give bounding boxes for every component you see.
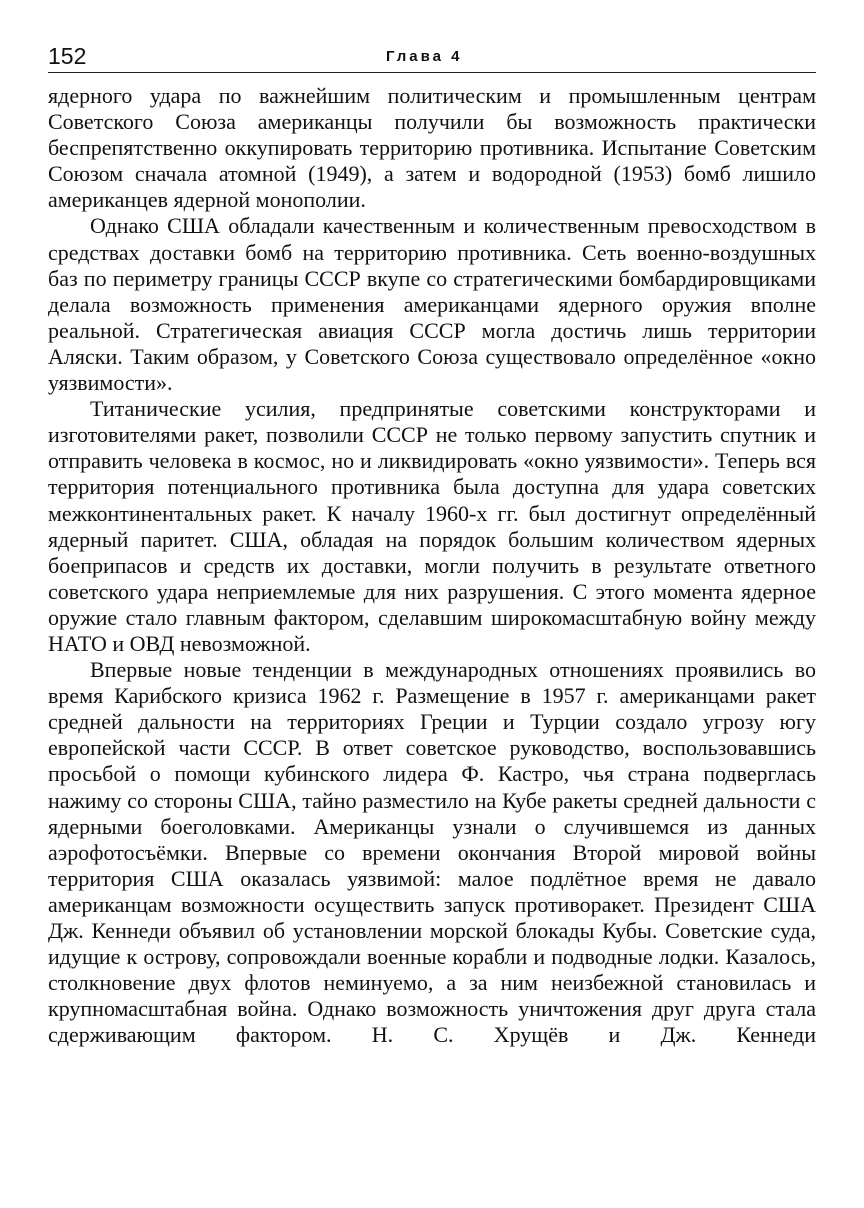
body-text: [48, 83, 816, 1048]
chapter-title: Глава 4: [386, 48, 463, 65]
book-page: [48, 42, 816, 1048]
paragraph: Однако США обладали качественным и количественным превосходством в средствах доставки бомб на территорию противника. Сеть военно-воздушных баз по периметру границы СССР вкупе со стратегическими бомбардировщиками делала возможность применения американцами ядерного оружия вполне реальной. Стратегическая авиация СССР могла достичь лишь территории Аляски. Таким образом, у Советского Союза существовало определённое «окно уязвимости».: [48, 213, 816, 396]
paragraph: Титанические усилия, предпринятые советскими конструкторами и изготовителями ракет, позволили СССР не только первому запустить спутник и отправить человека в космос, но и ликвидировать «окно уязвимости». Теперь вся территория потенциального противника была доступна для удара советских межконтинентальных ракет. К началу 1960-х гг. был достигнут определённый ядерный паритет. США, обладая на порядок большим количеством ядерных боеприпасов и средств их доставки, могли получить в результате ответного советского удара неприемлемые для них разрушения. С этого момента ядерное оружие стало главным фактором, сделавшим широкомасштабную войну между НАТО и ОВД невозможной.: [48, 396, 816, 656]
running-head: [48, 42, 816, 73]
page-number: 152: [48, 43, 87, 69]
paragraph: ядерного удара по важнейшим политическим и промышленным центрам Советского Союза американцы получили бы возможность практически беспрепятственно оккупировать территорию противника. Испытание Советским Союзом сначала атомной (1949), а затем и водородной (1953) бомб лишило американцев ядерной монополии.: [48, 83, 816, 213]
paragraph: Впервые новые тенденции в международных отношениях проявились во время Карибского кризиса 1962 г. Размещение в 1957 г. американцами ракет средней дальности на территориях Греции и Турции создало угрозу югу европейской части СССР. В ответ советское руководство, воспользовавшись просьбой о помощи кубинского лидера Ф. Кастро, чья страна подверглась нажиму со стороны США, тайно разместило на Кубе ракеты средней дальности с ядерными боеголовками. Американцы узнали о случившемся из данных аэрофотосъёмки. Впервые со времени окончания Второй мировой войны территория США оказалась уязвимой: малое подлётное время не давало американцам возможности осуществить запуск противоракет. Президент США Дж. Кеннеди объявил об установлении морской блокады Кубы. Советские суда, идущие к острову, сопровождали военные корабли и подводные лодки. Казалось, столкновение двух флотов неминуемо, а за ним неизбежной становилась и крупномасштабная война. Однако возможность уничтожения друг друга стала сдерживающим фактором. Н. С. Хрущёв и Дж. Кеннеди: [48, 657, 816, 1048]
